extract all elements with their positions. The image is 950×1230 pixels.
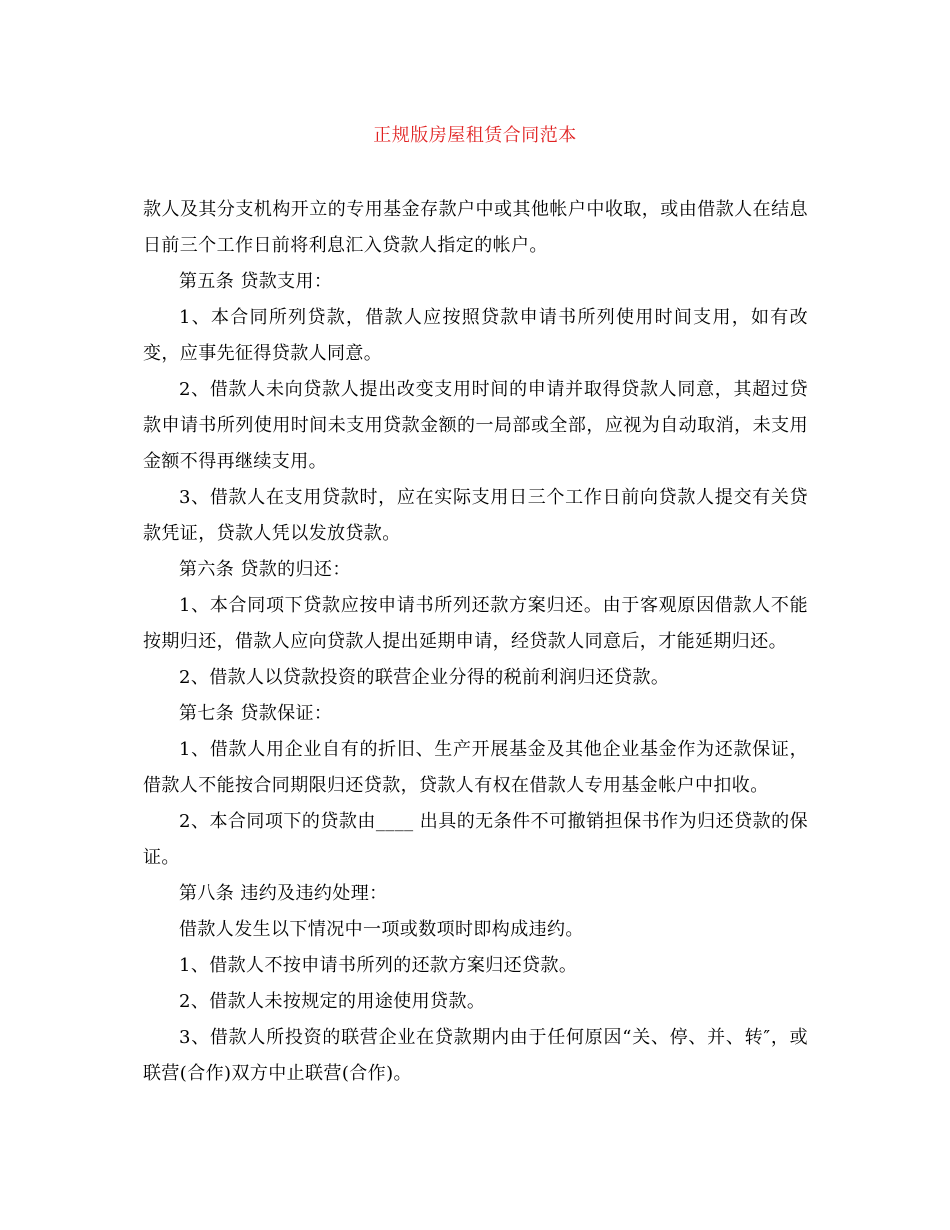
section-heading: 第七条 贷款保证： (179, 703, 333, 724)
paragraph: 2、本合同项下的贷款由____ 出具的无条件不可撤销担保书作为归还贷款的保证。 (143, 811, 808, 868)
section-heading: 第五条 贷款支用： (179, 271, 333, 292)
paragraph: 1、借款人不按申请书所列的还款方案归还贷款。 (179, 955, 578, 976)
paragraph: 1、本合同项下贷款应按申请书所列还款方案归还。由于客观原因借款人不能按期归还，借款人应向贷款人提出延期申请，经贷款人同意后，才能延期归还。 (143, 595, 808, 652)
paragraph: 2、借款人以贷款投资的联营企业分得的税前利润归还贷款。 (179, 667, 670, 688)
paragraph: 款人及其分支机构开立的专用基金存款户中或其他帐户中收取，或由借款人在结息日前三个工作日前将利息汇入贷款人指定的帐户。 (143, 199, 808, 256)
section-heading: 第八条 违约及违约处理： (179, 883, 388, 904)
paragraph: 借款人发生以下情况中一项或数项时即构成违约。 (179, 919, 584, 940)
document-title: 正规版房屋租赁合同范本 (373, 125, 577, 146)
paragraph: 3、借款人在支用贷款时，应在实际支用日三个工作日前向贷款人提交有关贷款凭证，贷款人凭以发放贷款。 (143, 487, 808, 544)
paragraph: 1、本合同所列贷款，借款人应按照贷款申请书所列使用时间支用，如有改变，应事先征得贷款人同意。 (143, 307, 808, 364)
section-heading: 第六条 贷款的归还： (179, 559, 351, 580)
paragraph: 2、借款人未向贷款人提出改变支用时间的申请并取得贷款人同意，其超过贷款申请书所列使用时间未支用贷款金额的一局部或全部，应视为自动取消，未支用金额不得再继续支用。 (143, 379, 808, 472)
document-body (143, 192, 808, 1092)
paragraph: 2、借款人未按规定的用途使用贷款。 (179, 991, 486, 1012)
paragraph: 3、借款人所投资的联营企业在贷款期内由于任何原因“关、停、并、转″，或联营(合作)双方中止联营(合作)。 (143, 1027, 808, 1084)
paragraph: 1、借款人用企业自有的折旧、生产开展基金及其他企业基金作为还款保证，借款人不能按合同期限归还贷款，贷款人有权在借款人专用基金帐户中扣收。 (143, 739, 808, 796)
